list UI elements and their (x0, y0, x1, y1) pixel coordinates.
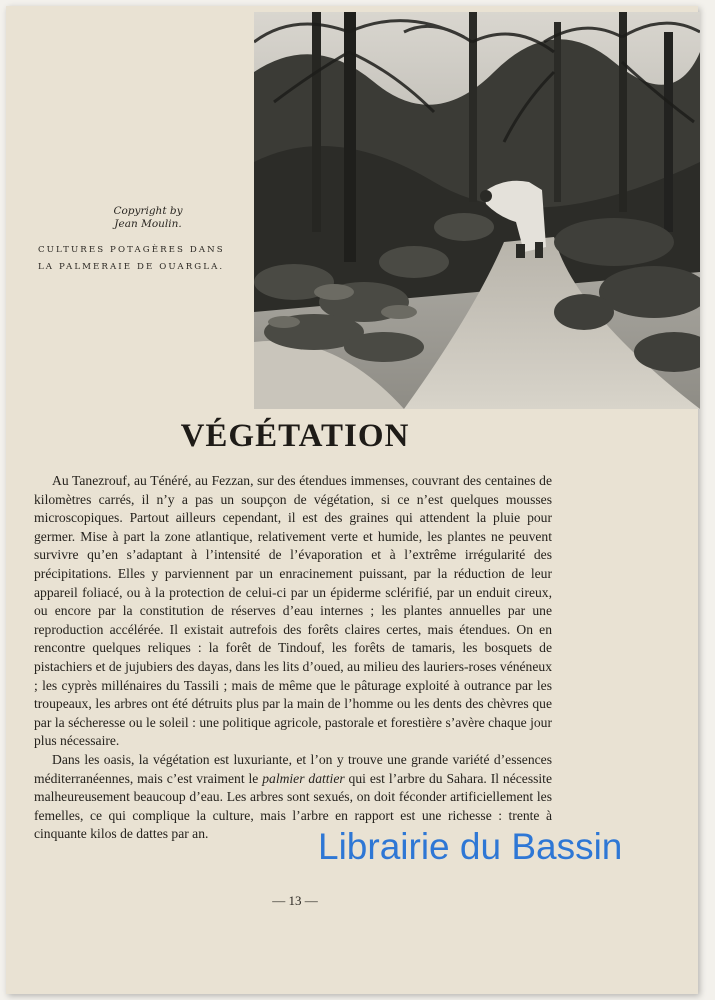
photo-illustration (254, 12, 700, 409)
caption-line-2: LA PALMERAIE DE OUARGLA. (38, 262, 225, 272)
article-title: VÉGÉTATION (180, 418, 410, 454)
page-number: — 13 — (272, 893, 318, 908)
palmier-dattier-term: palmier dattier (262, 770, 345, 786)
credit-line-2: Jean Moulin. (114, 218, 182, 230)
article-body (34, 472, 552, 844)
caption-line-1: CULTURES POTAGÈRES DANS (38, 245, 225, 255)
credit-line-1: Copyright by (113, 205, 183, 217)
bookseller-watermark: Librairie du Bassin (318, 826, 623, 867)
paragraph-1: Au Tanezrouf, au Ténéré, au Fezzan, sur des étendues immenses, couvrant des centaines de kilomètres carrés, il n’y a pas un soupçon de végétation, si ce n’est quelques mousses microscopiques. Partout ailleurs cependant, il est des graines qui attendent la pluie pour germer. Mise à part la zone atlantique, relativement verte et humide, les plantes ne peuvent survivre qu’en s’adaptant à l’intensité de l’évaporation et à l’extrême irrégularité des précipitations. Elles y parviennent par un enracinement puissant, par la réduction de leur appareil foliacé, ou à la protection de celui-ci par un épiderme sclérifié, par un enduit cireux, ou encore par la constitution de réserves d’eau internes ; les plantes annuelles par une reproduction accélérée. Il existait autrefois des forêts claires certes, mais étendues. On en rencontre quelques reliques : la forêt de Tindouf, les forêts de tamaris, les bosquets de pistachiers et de jujubiers des dayas, dans les lits d’oued, au milieu des lauriers-roses vénéneux ; les cyprès millénaires du Tassili ; mais de même que le pâturage exploité à outrance par les troupeaux, les arbres ont été détruits plus par la main de l’homme ou les dents des chèvres que par la sécheresse ou le soleil : une politique agricole, pastorale et forestière s’avère chaque jour plus nécessaire. (34, 473, 552, 749)
palm-garden-photo (254, 12, 700, 409)
photo-caption (38, 242, 252, 276)
paragraph-2-part-a: Dans les oasis, la végétation est luxuriante, et l’on y trouve une grande variété d’essences méditerranéennes, mais c’est vraiment le (34, 751, 552, 786)
paragraph-2-part-b: qui est l’arbre du Sahara. Il nécessite malheureusement beaucoup d’eau. Les arbres sont sexués, on doit féconder artificiellement les femelles, ce qui complique la culture, mais l’arbre en rapport est une richesse : trente à cinquante kilos de dattes par an. (34, 770, 552, 842)
photo-credit (78, 205, 218, 231)
